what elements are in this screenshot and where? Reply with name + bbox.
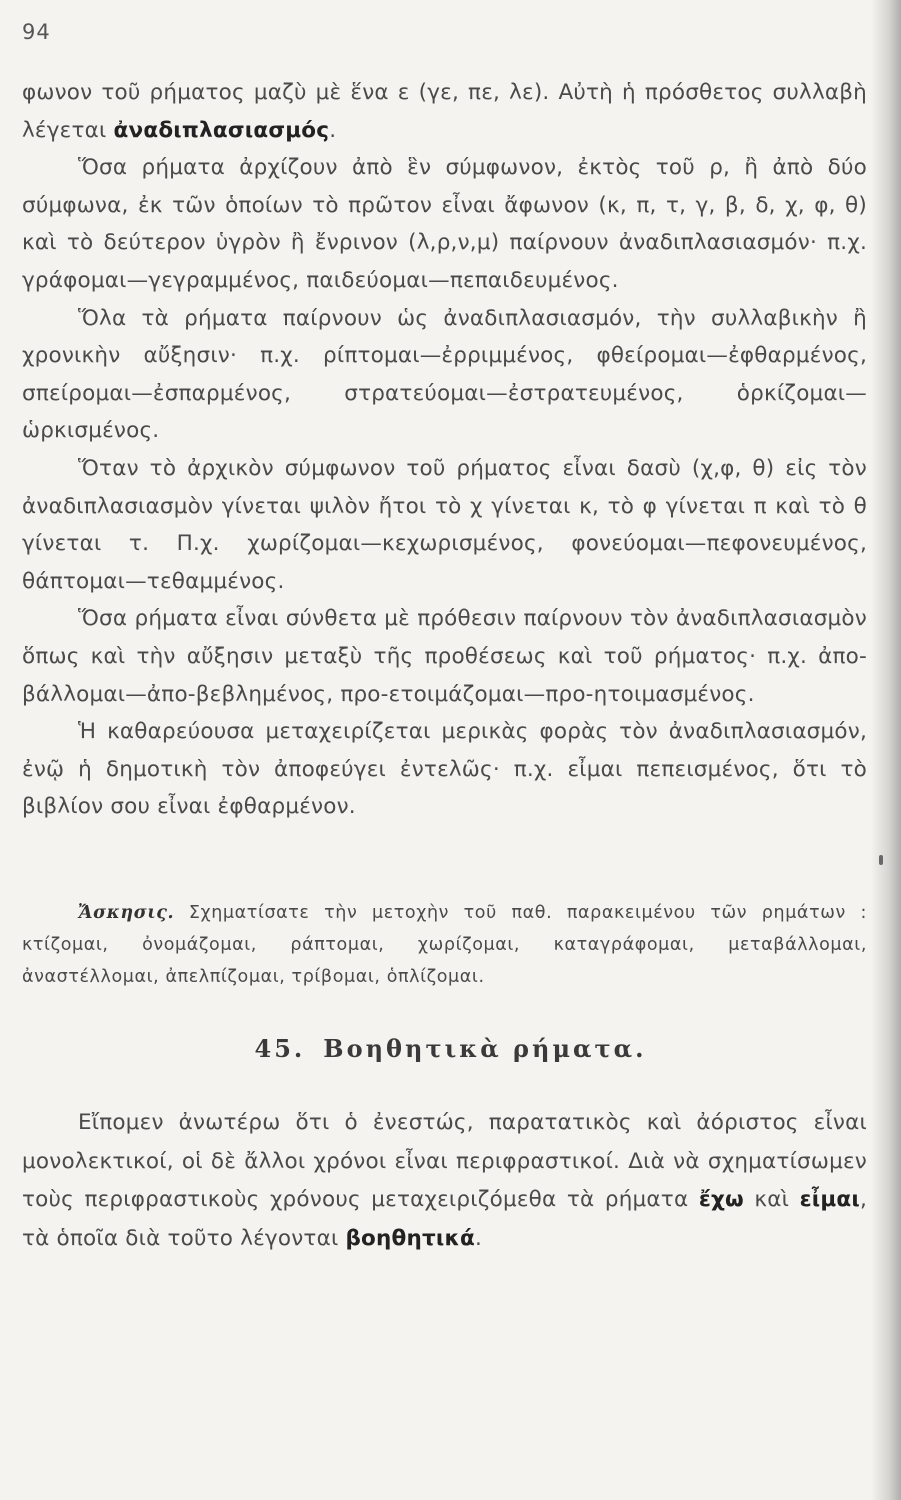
exercise: [22, 897, 867, 993]
page-number: 94: [22, 20, 51, 44]
paragraph-text: φωνον τοῦ ρήματος μαζὺ μὲ ἕνα ε (γε, πε, λε). Αὐτὴ ἡ πρόσθετος συλλαβὴ λέγεται: [22, 80, 867, 143]
paragraph-text: , τὰ ὁποῖα διὰ τοῦτο λέγονται: [22, 1187, 867, 1251]
section-title: Βοηθητικὰ ρήματα.: [323, 1034, 647, 1063]
paragraph-auxiliary: [22, 1104, 867, 1258]
paragraph-text-end: .: [474, 1225, 482, 1251]
term-eimai: εἶμαι: [799, 1187, 860, 1212]
term-reduplication: ἀναδιπλασιασμός: [113, 117, 330, 143]
section-number: 45.: [254, 1034, 306, 1063]
main-text: [22, 74, 867, 826]
paragraph-katharevousa: Ἡ καθαρεύουσα μεταχειρίζεται μερικὰς φορὰς τὸν ἀναδιπλασιασμόν, ἐνῷ ἡ δημοτικὴ τὸν ἀποφεύγει ἐντελῶς· π.χ. εἶμαι πεπεισμένος, ὅτι τὸ βιβλίον σου εἶναι ἐφθαρμένον.: [22, 719, 867, 820]
paragraph-text: Εἴπομεν ἀνωτέρω ὅτι ὁ ἐνεστώς, παρατατικὸς καὶ ἀόριστος εἶναι μονολεκτικοί, οἱ δὲ ἄλλοι χρόνοι εἶναι περιφραστικοί. Διὰ νὰ σχηματίσωμεν τοὺς περιφραστικοὺς χρόνους μεταχειριζόμεθα τὰ ρήματα: [22, 1110, 867, 1212]
term-auxiliary: βοηθητικά: [345, 1225, 475, 1251]
exercise-text: Σχηματίσατε τὴν μετοχὴν τοῦ παθ. παρακειμένου τῶν ρημάτων : κτίζομαι, ὀνομάζομαι, ράπτομαι, χωρίζομαι, καταγράφομαι, μεταβάλλομαι, ἀναστέλλομαι, ἀπελπίζομαι, τρίβομαι, ὁπλίζομαι.: [22, 903, 867, 987]
binding-shadow: [871, 0, 901, 1500]
paragraph-augment: Ὅλα τὰ ρήματα παίρνουν ὡς ἀναδιπλασιασμόν, τὴν συλλαβικὴν ἢ χρονικὴν αὔξησιν· π.χ. ρίπτομαι—ἐρριμμένος, φθείρομαι—ἐφθαρμένος, σπείρομαι—ἐσπαρμένος, στρατεύομαι—ἐστρατευμένος, ὁρκίζομαι—ὡρκισμένος.: [22, 305, 867, 444]
exercise-label: Ἄσκησις.: [78, 903, 175, 923]
paragraph-continuation: [22, 74, 867, 149]
section-heading: [0, 1034, 901, 1063]
paragraph-text-end: .: [329, 117, 337, 143]
term-echo: ἔχω: [698, 1187, 744, 1212]
paragraph-consonants: Ὅσα ρήματα ἀρχίζουν ἀπὸ ἓν σύμφωνον, ἐκτὸς τοῦ ρ, ἢ ἀπὸ δύο σύμφωνα, ἐκ τῶν ὁποίων τὸ πρῶτον εἶναι ἄφωνον (κ, π, τ, γ, β, δ, χ, φ, θ) καὶ τὸ δεύτερον ὑγρὸν ἢ ἔνρινον (λ,ρ,ν,μ) παίρνουν ἀναδιπλασιασμόν· π.χ. γράφομαι—γεγραμμένος, παιδεύομαι—πεπαιδευμένος.: [22, 155, 867, 293]
paragraph-aspirates: Ὅταν τὸ ἀρχικὸν σύμφωνον τοῦ ρήματος εἶναι δασὺ (χ,φ, θ) εἰς τὸν ἀναδιπλασιασμὸν γίνεται ψιλὸν ἤτοι τὸ χ γίνεται κ, τὸ φ γίνεται π καὶ τὸ θ γίνεται τ. Π.χ. χωρίζομαι—κεχωρισμένος, φονεύομαι—πεφονευμένος, θάπτομαι—τεθαμμένος.: [22, 455, 867, 594]
auxiliary-verbs-text: [22, 1104, 867, 1258]
paragraph-text: καὶ: [743, 1187, 800, 1212]
paragraph-compounds: Ὅσα ρήματα εἶναι σύνθετα μὲ πρόθεσιν παίρνουν τὸν ἀναδιπλασιασμὸν ὅπως καὶ τὴν αὔξησιν μεταξὺ τῆς προθέσεως καὶ τοῦ ρήματος· π.χ. ἀπο-βάλλομαι—ἀπο-βεβλημένος, προ-ετοιμάζομαι—προ-ητοιμασμένος.: [22, 606, 867, 707]
